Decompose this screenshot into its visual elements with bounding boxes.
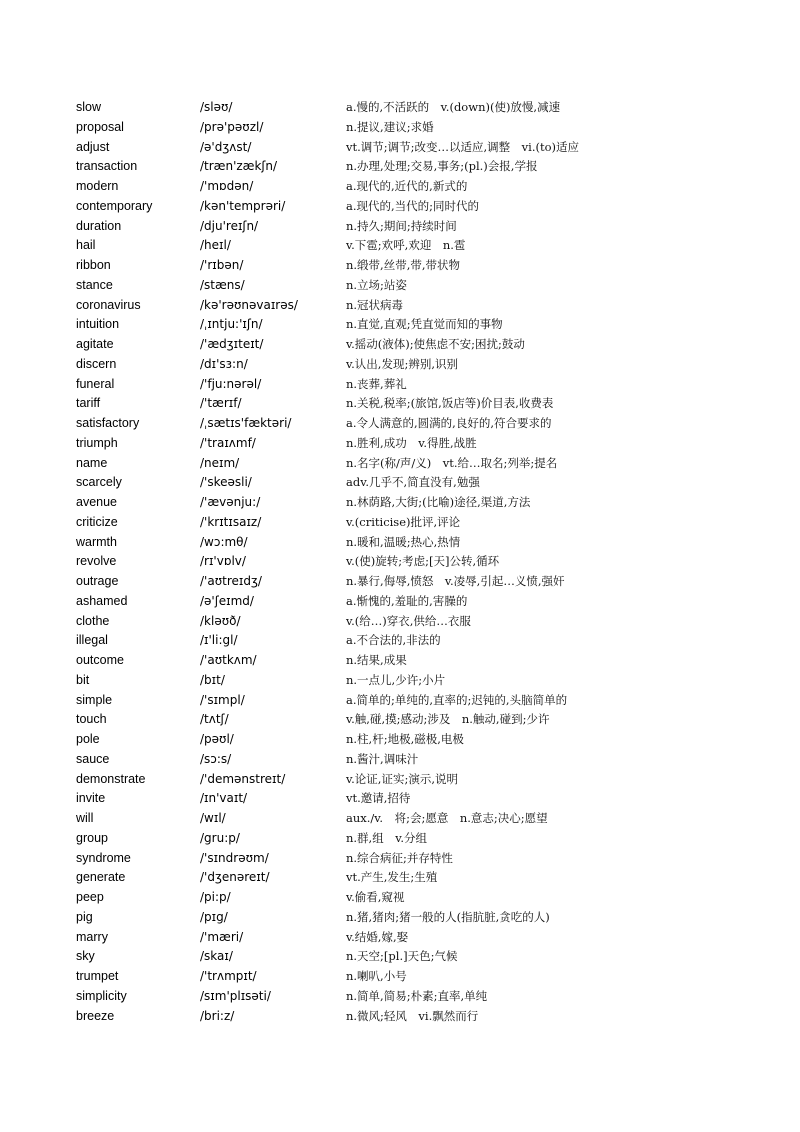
entry-definition: vt.产生,发生;生殖 [346, 870, 438, 885]
entry-definition: n.简单,简易;朴素;直率,单纯 [346, 988, 488, 1003]
entry-phonetic: /prə'pəʊzl/ [200, 119, 264, 134]
vocabulary-entry [76, 118, 776, 138]
entry-phonetic: /neɪm/ [200, 455, 240, 470]
vocabulary-entry [76, 631, 776, 651]
entry-phonetic: /'mæri/ [200, 929, 244, 944]
entry-phonetic: /'sɪmpl/ [200, 692, 245, 707]
entry-definition: a.现代的,近代的,新式的 [346, 179, 468, 193]
entry-phonetic: /rɪ'vɒlv/ [200, 554, 246, 569]
entry-definition: v.认出,发现;辨别,识别 [346, 356, 458, 371]
vocabulary-entry [76, 849, 776, 869]
entry-phonetic: /bɪt/ [200, 672, 225, 687]
entry-phonetic: /'sɪndrəʊm/ [200, 850, 269, 865]
vocabulary-entry [76, 730, 776, 750]
vocabulary-list [76, 98, 776, 1026]
entry-word: group [76, 830, 108, 845]
entry-definition: n.持久;期间;持续时间 [346, 218, 457, 233]
entry-word: revolve [76, 554, 117, 569]
entry-word: ribbon [76, 258, 111, 272]
entry-word: triumph [76, 435, 118, 450]
entry-phonetic: /dju'reɪʃn/ [200, 218, 259, 233]
entry-phonetic: /sɪm'plɪsəti/ [200, 988, 271, 1003]
vocabulary-entry [76, 454, 776, 474]
entry-phonetic: /'krɪtɪsaɪz/ [200, 514, 262, 529]
vocabulary-entry [76, 691, 776, 711]
vocabulary-entry [76, 375, 776, 395]
vocabulary-entry [76, 197, 776, 217]
entry-definition: n.一点儿,少许;小片 [346, 672, 446, 687]
entry-definition: n.暴行,侮辱,愤怒 v.凌辱,引起…义愤,强奸 [346, 574, 565, 588]
vocabulary-entry [76, 355, 776, 375]
entry-word: sauce [76, 751, 110, 766]
entry-phonetic: /skaɪ/ [200, 949, 233, 964]
entry-phonetic: /ə'dʒʌst/ [200, 139, 252, 154]
entry-phonetic: /ˌsætɪs'fæktəri/ [200, 416, 292, 430]
entry-phonetic: /'traɪʌmf/ [200, 435, 256, 450]
entry-definition: a.不合法的,非法的 [346, 633, 441, 648]
entry-word: intuition [76, 317, 120, 332]
vocabulary-entry [76, 928, 776, 948]
entry-phonetic: /stæns/ [200, 277, 245, 292]
vocabulary-entry [76, 572, 776, 592]
entry-definition: a.惭愧的,羞耻的,害臊的 [346, 593, 468, 608]
entry-word: pole [76, 732, 100, 746]
entry-word: breeze [76, 1008, 115, 1023]
entry-definition: vt.调节;调节;改变…以适应,调整 vi.(to)适应 [346, 139, 580, 154]
entry-word: modern [76, 179, 119, 193]
vocabulary-entry [76, 829, 776, 849]
entry-word: syndrome [76, 850, 131, 865]
entry-definition: n.直觉,直观;凭直觉而知的事物 [346, 317, 503, 332]
entry-definition: n.综合病征;并存特性 [346, 850, 453, 865]
entry-phonetic: /ə'ʃeɪmd/ [200, 593, 254, 608]
entry-word: contemporary [76, 198, 153, 213]
entry-phonetic: /'dʒenəreɪt/ [200, 870, 270, 885]
entry-phonetic: /heɪl/ [200, 238, 231, 253]
entry-definition: n.办理,处理;交易,事务;(pl.)会报,学报 [346, 159, 538, 174]
entry-phonetic: /wɔ:mθ/ [200, 534, 248, 549]
vocabulary-entry [76, 315, 776, 335]
vocabulary-entry [76, 98, 776, 118]
entry-phonetic: /'demənstreɪt/ [200, 771, 286, 786]
entry-definition: v.偷看,窥视 [346, 890, 405, 904]
entry-phonetic: /ˌɪntju:'ɪʃn/ [200, 317, 263, 332]
entry-word: agitate [76, 337, 114, 351]
entry-definition: n.柱,杆;地极,磁极,电极 [346, 732, 464, 746]
entry-word: illegal [76, 633, 108, 648]
entry-phonetic: /'skeəsli/ [200, 475, 252, 490]
entry-word: bit [76, 672, 90, 687]
vocabulary-entry [76, 947, 776, 967]
entry-definition: n.冠状病毒 [346, 297, 404, 312]
entry-word: criticize [76, 514, 118, 529]
vocabulary-entry [76, 868, 776, 888]
entry-definition: n.微风;轻风 vi.飘然而行 [346, 1008, 479, 1023]
entry-definition: v.(criticise)批评,评论 [346, 514, 461, 529]
entry-definition: n.丧葬,葬礼 [346, 376, 407, 391]
vocabulary-entry [76, 750, 776, 770]
entry-phonetic: /'tærɪf/ [200, 396, 242, 411]
entry-definition: v.摇动(液体);使焦虑不安;困扰;鼓动 [346, 337, 525, 351]
entry-word: transaction [76, 159, 138, 174]
entry-definition: n.关税,税率;(旅馆,饭店等)价目表,收费表 [346, 396, 554, 411]
vocabulary-entry [76, 473, 776, 493]
entry-word: simple [76, 692, 113, 707]
entry-word: scarcely [76, 475, 122, 490]
vocabulary-entry [76, 967, 776, 987]
vocabulary-entry [76, 217, 776, 237]
entry-word: generate [76, 870, 126, 885]
entry-definition: n.喇叭,小号 [346, 969, 407, 983]
entry-definition: n.天空;[pl.]天色;气候 [346, 949, 458, 964]
entry-word: satisfactory [76, 416, 140, 430]
entry-phonetic: /sɔ:s/ [200, 751, 232, 766]
entry-phonetic: /'aʊtreɪdʒ/ [200, 574, 262, 588]
entry-definition: n.群,组 v.分组 [346, 830, 428, 845]
entry-definition: n.胜利,成功 v.得胜,战胜 [346, 435, 477, 450]
entry-phonetic: /dɪ'sɜ:n/ [200, 356, 248, 371]
vocabulary-entry [76, 671, 776, 691]
entry-word: pig [76, 909, 93, 924]
entry-phonetic: /gru:p/ [200, 830, 240, 845]
entry-word: adjust [76, 139, 110, 154]
entry-word: funeral [76, 376, 115, 391]
entry-definition: a.令人满意的,圆满的,良好的,符合要求的 [346, 416, 552, 430]
entry-phonetic: /ɪ'li:gl/ [200, 633, 238, 648]
entry-definition: adv.几乎不,简直没有,勉强 [346, 475, 480, 490]
entry-definition: n.猪,猪肉;猪一般的人(指肮脏,贪吃的人) [346, 909, 550, 924]
entry-phonetic: /sləʊ/ [200, 100, 233, 114]
entry-phonetic: /kə'rəʊnəvaɪrəs/ [200, 297, 298, 312]
vocabulary-entry [76, 533, 776, 553]
entry-word: duration [76, 218, 122, 233]
entry-definition: n.名字(称/声/义) vt.给…取名;列举;提名 [346, 455, 558, 470]
entry-word: ashamed [76, 593, 128, 608]
entry-phonetic: /'ævənju:/ [200, 495, 261, 509]
entry-word: tariff [76, 396, 101, 411]
entry-definition: n.立场;站姿 [346, 277, 407, 292]
entry-word: discern [76, 356, 117, 371]
entry-word: hail [76, 238, 96, 253]
entry-word: slow [76, 100, 102, 114]
entry-word: demonstrate [76, 771, 146, 786]
entry-phonetic: /'ædʒɪteɪt/ [200, 337, 264, 351]
vocabulary-entry [76, 394, 776, 414]
entry-phonetic: /'aʊtkʌm/ [200, 653, 257, 667]
vocabulary-entry [76, 335, 776, 355]
vocabulary-entry [76, 1007, 776, 1027]
vocabulary-entry [76, 157, 776, 177]
entry-phonetic: /pəʊl/ [200, 732, 234, 746]
vocabulary-entry [76, 513, 776, 533]
entry-word: marry [76, 929, 108, 944]
entry-word: stance [76, 277, 113, 292]
entry-definition: n.结果,成果 [346, 653, 407, 667]
entry-word: sky [76, 949, 95, 964]
entry-phonetic: /'fju:nərəl/ [200, 376, 262, 391]
entry-definition: n.林荫路,大街;(比喻)途径,渠道,方法 [346, 495, 531, 509]
vocabulary-entry [76, 770, 776, 790]
entry-definition: vt.邀请,招待 [346, 791, 411, 806]
vocabulary-entry [76, 789, 776, 809]
entry-word: clothe [76, 613, 110, 628]
vocabulary-entry [76, 177, 776, 197]
entry-word: warmth [76, 534, 117, 549]
vocabulary-entry [76, 256, 776, 276]
entry-definition: n.暖和,温暖;热心,热情 [346, 534, 461, 549]
vocabulary-entry [76, 651, 776, 671]
vocabulary-entry [76, 414, 776, 434]
entry-word: avenue [76, 495, 118, 509]
vocabulary-entry [76, 592, 776, 612]
vocabulary-entry [76, 908, 776, 928]
entry-phonetic: /ɪn'vaɪt/ [200, 791, 248, 806]
entry-definition: a.慢的,不活跃的 v.(down)(使)放慢,减速 [346, 100, 561, 114]
vocabulary-entry [76, 612, 776, 632]
entry-word: will [76, 811, 94, 825]
entry-phonetic: /'mɒdən/ [200, 179, 254, 193]
entry-phonetic: /træn'zækʃn/ [200, 159, 278, 174]
entry-phonetic: /'trʌmpɪt/ [200, 969, 257, 983]
entry-phonetic: /pi:p/ [200, 890, 231, 904]
entry-definition: v.(给…)穿衣,供给…衣服 [346, 613, 471, 628]
vocabulary-entry [76, 710, 776, 730]
vocabulary-entry [76, 276, 776, 296]
entry-word: proposal [76, 119, 124, 134]
vocabulary-entry [76, 888, 776, 908]
vocabulary-entry [76, 987, 776, 1007]
entry-word: trumpet [76, 969, 119, 983]
vocabulary-entry [76, 493, 776, 513]
entry-word: outcome [76, 653, 124, 667]
entry-definition: v.下雹;欢呼,欢迎 n.雹 [346, 238, 466, 253]
entry-word: simplicity [76, 988, 127, 1003]
entry-definition: a.简单的;单纯的,直率的;迟钝的,头脑简单的 [346, 692, 568, 707]
entry-definition: n.提议,建议;求婚 [346, 119, 434, 134]
entry-definition: v.论证,证实;演示,说明 [346, 771, 458, 786]
vocabulary-entry [76, 809, 776, 829]
entry-phonetic: /pɪg/ [200, 909, 228, 924]
entry-word: outrage [76, 574, 119, 588]
entry-definition: a.现代的,当代的;同时代的 [346, 198, 480, 213]
entry-phonetic: /kən'temprəri/ [200, 198, 286, 213]
entry-word: coronavirus [76, 297, 141, 312]
entry-phonetic: /kləʊð/ [200, 613, 241, 628]
entry-definition: v.结婚,嫁,娶 [346, 929, 409, 944]
vocabulary-entry [76, 138, 776, 158]
entry-definition: v.触,碰,摸;感动;涉及 n.触动,碰到;少许 [346, 712, 550, 727]
entry-phonetic: /bri:z/ [200, 1008, 235, 1023]
entry-definition: n.缎带,丝带,带,带状物 [346, 258, 461, 272]
entry-word: peep [76, 890, 104, 904]
vocabulary-entry [76, 296, 776, 316]
vocabulary-entry [76, 236, 776, 256]
entry-phonetic: /wɪl/ [200, 811, 226, 825]
entry-definition: n.酱汁,调味汁 [346, 751, 419, 766]
entry-word: name [76, 455, 108, 470]
entry-word: invite [76, 791, 106, 806]
vocabulary-entry [76, 552, 776, 572]
entry-phonetic: /'rɪbən/ [200, 258, 244, 272]
entry-definition: aux./v. 将;会;愿意 n.意志;决心;愿望 [346, 811, 548, 825]
entry-word: touch [76, 712, 107, 727]
vocabulary-entry [76, 434, 776, 454]
entry-phonetic: /tʌtʃ/ [200, 712, 229, 727]
entry-definition: v.(使)旋转;考虑;[天]公转,循环 [346, 554, 500, 569]
